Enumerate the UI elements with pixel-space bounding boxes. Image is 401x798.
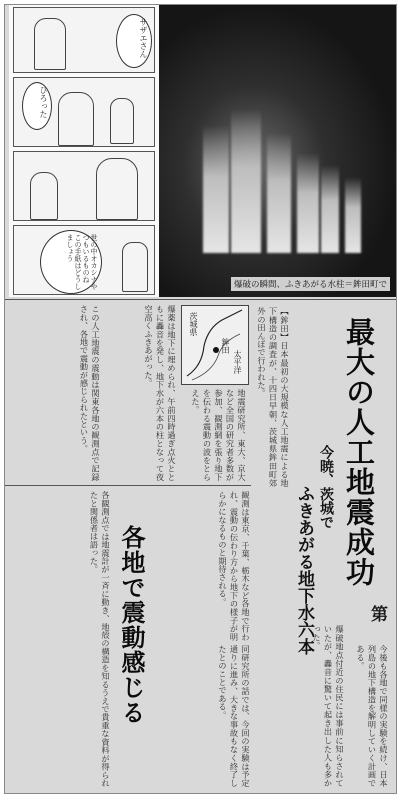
news-photo [159,5,397,297]
comic-figure [34,18,66,70]
map-label: 鉾田 [221,338,230,354]
side-label: 第 [367,605,387,622]
article-column: 地震研究所、東大、京大など全国の研究者多数が参加、観測網を張り地下を伝わる震動の波をとらえた。 [191,389,247,481]
comic-speech-bubble: 世の中オカシナやつもいるものね この手紙はどうしましょう [40,230,102,294]
comic-panel-2 [13,77,155,147]
article-column: 各観測点では地震計が一斉に動き、地殻の構造を知るうえで貴重な資料が得られたと関係者は語った。 [89,491,111,787]
water-column [231,109,261,253]
comic-figure [58,92,94,146]
water-column [297,153,319,253]
location-map [181,305,249,385]
divider [5,485,251,486]
comic-figure [30,172,58,220]
photo-caption: 爆破の瞬間、ふきあがる水柱＝鉾田町で [231,277,390,291]
comic-panel-3 [13,151,155,221]
article-column: 観測は東京、千葉、栃木など各地で行われ、震動の伝わり方から地下の様子が明らかになるものと期待される。 [218,491,251,641]
secondary-headline: 各地で震動感じる [117,525,146,725]
comic-panel-4 [13,225,155,295]
map-label: 太平洋 [233,350,242,374]
divider [5,299,397,300]
water-column [267,133,291,253]
water-column [203,125,229,253]
comic-figure [110,98,134,144]
water-column [321,165,339,253]
sub-headline-date: 今暁、茨城で [318,445,334,529]
comic-figure [122,242,148,292]
comic-strip [9,5,159,297]
comic-speech-bubble: ひろった [22,82,52,130]
newspaper-page [4,4,397,794]
main-headline: 最大の人工地震成功 [342,317,376,587]
comic-figure [96,158,138,220]
article-lead: 【鉾田】日本最初の大規模な人工地震による地下構造の調査が、十四日早朝、茨城県鉾田町郊外の田んぼで行われた。 [257,307,290,487]
article-column: 今後も各地で同様の実験を続け、日本列島の地下構造を解明していく計画である。 [356,645,389,787]
article-column: この人工地震の震動は関東各地の観測点で記録され、各地で震動が感じられたという。 [79,305,101,481]
comic-speech-bubble: サザエさん [116,14,152,68]
article-column: 同研究所の話では、今回の実験は予定通りに進み、大きな事故もなく終了したとのことである。 [218,645,251,787]
water-column [345,177,361,253]
map-label: 茨城県 [189,312,198,336]
sub-headline: ふきあがる地下水六本 [294,485,314,655]
article-column: 爆破地点付近の住民には事前に知らされていたが、轟音に驚いて起き出した人も多かった。 [312,625,345,787]
article-column: 爆薬は地下に埋められ、午前四時過ぎ点火とともに轟音を発し、地下水が六本の柱となって夜空高くふきあがった。 [144,305,177,481]
comic-panel-1 [13,7,155,73]
